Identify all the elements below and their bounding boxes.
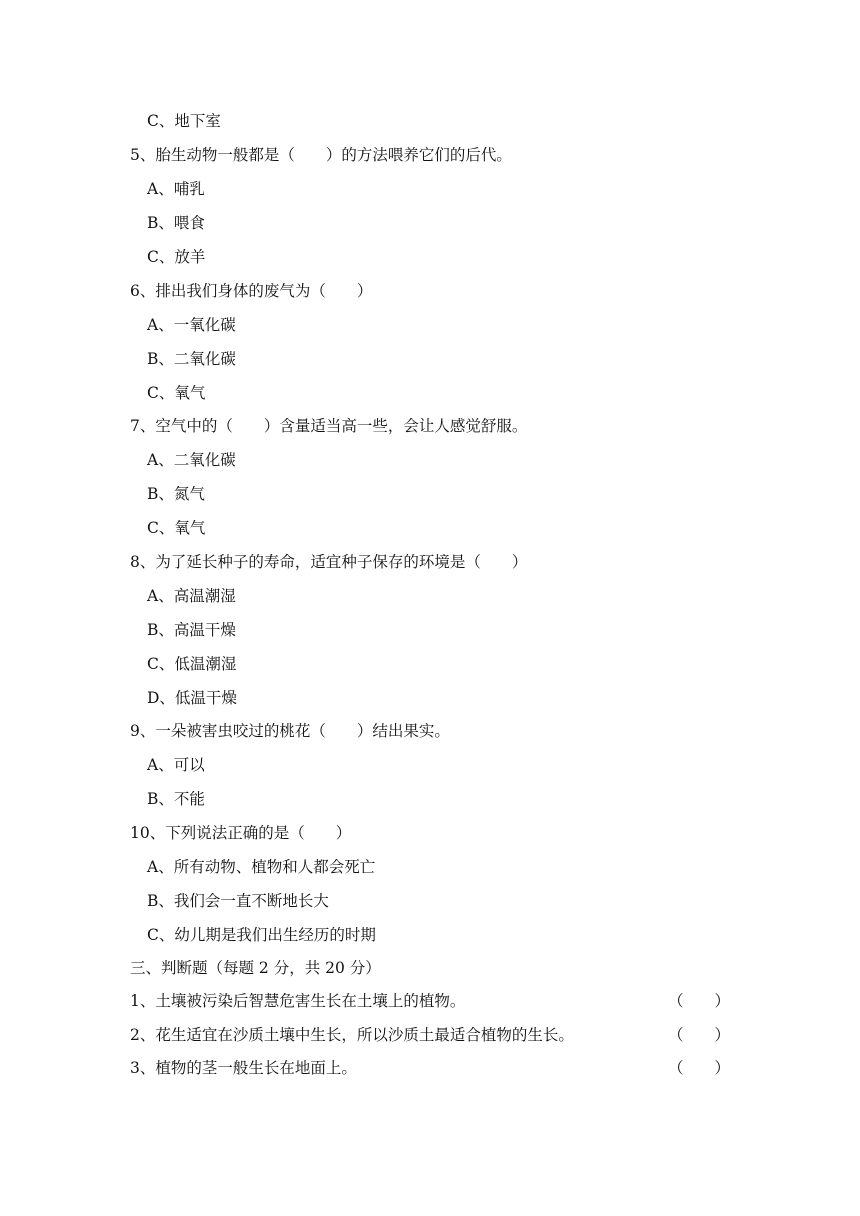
q6-option-a: A、一氧化碳: [147, 316, 236, 334]
q5-option-a: A、哺乳: [147, 180, 205, 198]
judgment-item-text: 1、土壤被污染后智慧危害生长在土壤上的植物。: [130, 992, 466, 1010]
q7-option-b: B、氮气: [147, 485, 205, 503]
q8-option-d: D、低温干燥: [147, 689, 237, 707]
question-9: 9、一朵被害虫咬过的桃花（ ）结出果实。: [130, 722, 450, 740]
q9-option-b: B、不能: [147, 790, 205, 808]
q6-option-b: B、二氧化碳: [147, 350, 236, 368]
answer-blank-close: ）: [714, 1059, 730, 1077]
answer-blank-open: （: [668, 1059, 684, 1077]
answer-blank-close: ）: [714, 1026, 730, 1044]
answer-blank[interactable]: [668, 1058, 730, 1078]
q8-option-b: B、高温干燥: [147, 621, 236, 639]
answer-blank-close: ）: [714, 992, 730, 1010]
q10-option-b: B、我们会一直不断地长大: [147, 892, 329, 910]
answer-blank[interactable]: [668, 991, 730, 1011]
question-8: 8、为了延长种子的寿命，适宜种子保存的环境是（ ）: [130, 553, 528, 571]
q10-option-c: C、幼儿期是我们出生经历的时期: [147, 926, 376, 944]
q5-option-b: B、喂食: [147, 214, 205, 232]
question-5: 5、胎生动物一般都是（ ）的方法喂养它们的后代。: [130, 146, 512, 164]
question-6: 6、排出我们身体的废气为（ ）: [130, 282, 373, 300]
q5-option-c: C、放羊: [147, 248, 206, 266]
question-7: 7、空气中的（ ）含量适当高一些，会让人感觉舒服。: [130, 417, 528, 435]
q4-option-c: C、地下室: [147, 112, 221, 130]
q8-option-a: A、高温潮湿: [147, 587, 236, 605]
q10-option-a: A、所有动物、植物和人都会死亡: [147, 858, 376, 876]
question-10: 10、下列说法正确的是（ ）: [130, 824, 352, 842]
q8-option-c: C、低温潮湿: [147, 655, 237, 673]
q9-option-a: A、可以: [147, 756, 205, 774]
answer-blank[interactable]: [668, 1025, 730, 1045]
q7-option-a: A、二氧化碳: [147, 451, 236, 469]
answer-blank-open: （: [668, 1026, 684, 1044]
judgment-item-text: 3、植物的茎一般生长在地面上。: [130, 1059, 357, 1077]
q6-option-c: C、氧气: [147, 384, 206, 402]
judgment-item-text: 2、花生适宜在沙质土壤中生长，所以沙质土最适合植物的生长。: [130, 1026, 574, 1044]
q7-option-c: C、氧气: [147, 519, 206, 537]
answer-blank-open: （: [668, 992, 684, 1010]
section-heading-judgment: 三、判断题（每题 2 分，共 20 分）: [130, 959, 381, 977]
